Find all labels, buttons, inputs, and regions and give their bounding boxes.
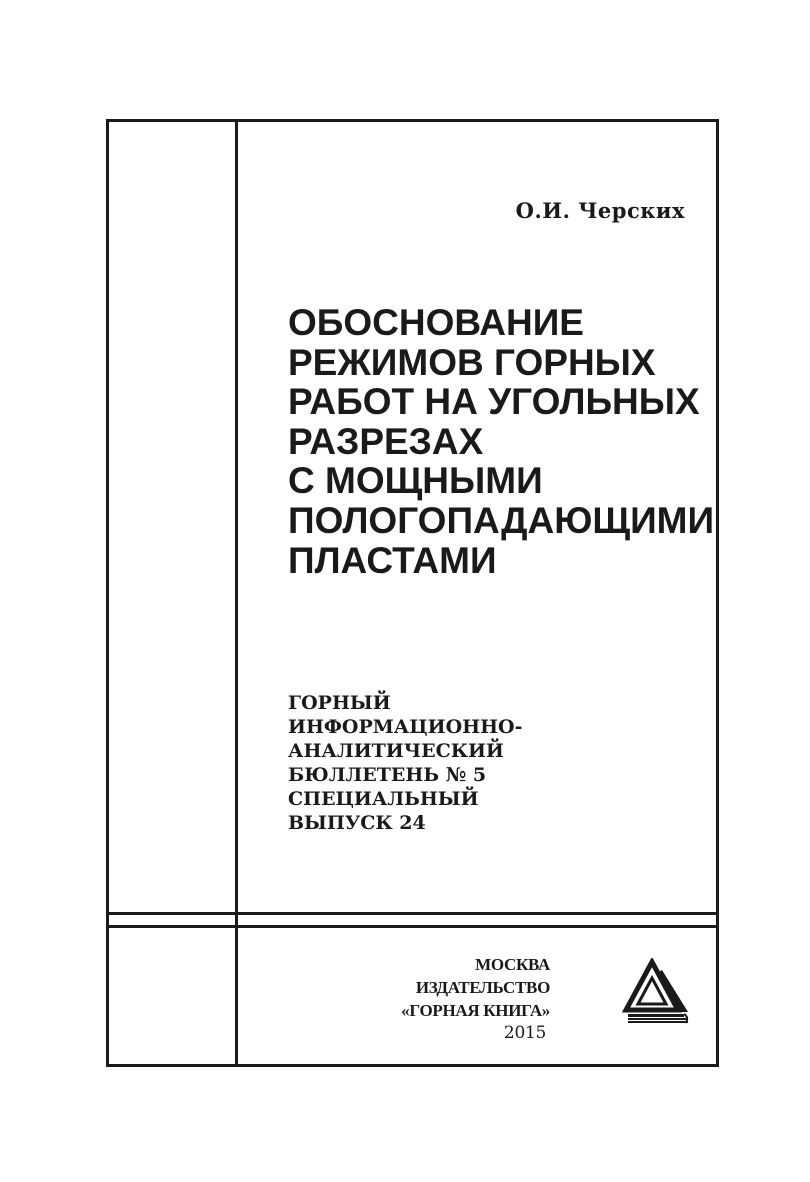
triangle-book-logo-icon <box>622 958 690 1024</box>
horizontal-rule-lower <box>106 925 719 928</box>
series-info <box>288 691 688 835</box>
title-line: ПЛАСТАМИ <box>288 539 497 581</box>
title-line: РАЗРЕЗАХ <box>288 420 484 462</box>
series-line: ИНФОРМАЦИОННО- <box>288 716 523 738</box>
publisher-house-line1: ИЗДАТЕЛЬСТВО <box>415 978 550 997</box>
series-line: ВЫПУСК 24 <box>288 812 426 834</box>
series-line: БЮЛЛЕТЕНЬ № 5 <box>288 764 487 786</box>
series-line: АНАЛИТИЧЕСКИЙ <box>288 740 504 762</box>
title-line: С МОЩНЫМИ <box>288 460 543 502</box>
series-line: СПЕЦИАЛЬНЫЙ <box>288 788 479 810</box>
publisher-city: МОСКВА <box>475 955 550 974</box>
title-line: ПОЛОГОПАДАЮЩИМИ <box>288 499 715 541</box>
book-title <box>288 302 715 581</box>
publisher-info <box>400 953 550 1045</box>
author-name: О.И. Черских <box>515 198 685 223</box>
horizontal-rule-upper <box>106 912 719 915</box>
publisher-house-line2: «ГОРНАЯ КНИГА» <box>401 1001 550 1020</box>
series-line: ГОРНЫЙ <box>288 692 391 714</box>
title-line: ОБОСНОВАНИЕ <box>288 302 584 343</box>
title-line: РЕЖИМОВ ГОРНЫХ <box>288 341 656 383</box>
publication-year: 2015 <box>503 1023 546 1043</box>
title-line: РАБОТ НА УГОЛЬНЫХ <box>288 381 700 423</box>
